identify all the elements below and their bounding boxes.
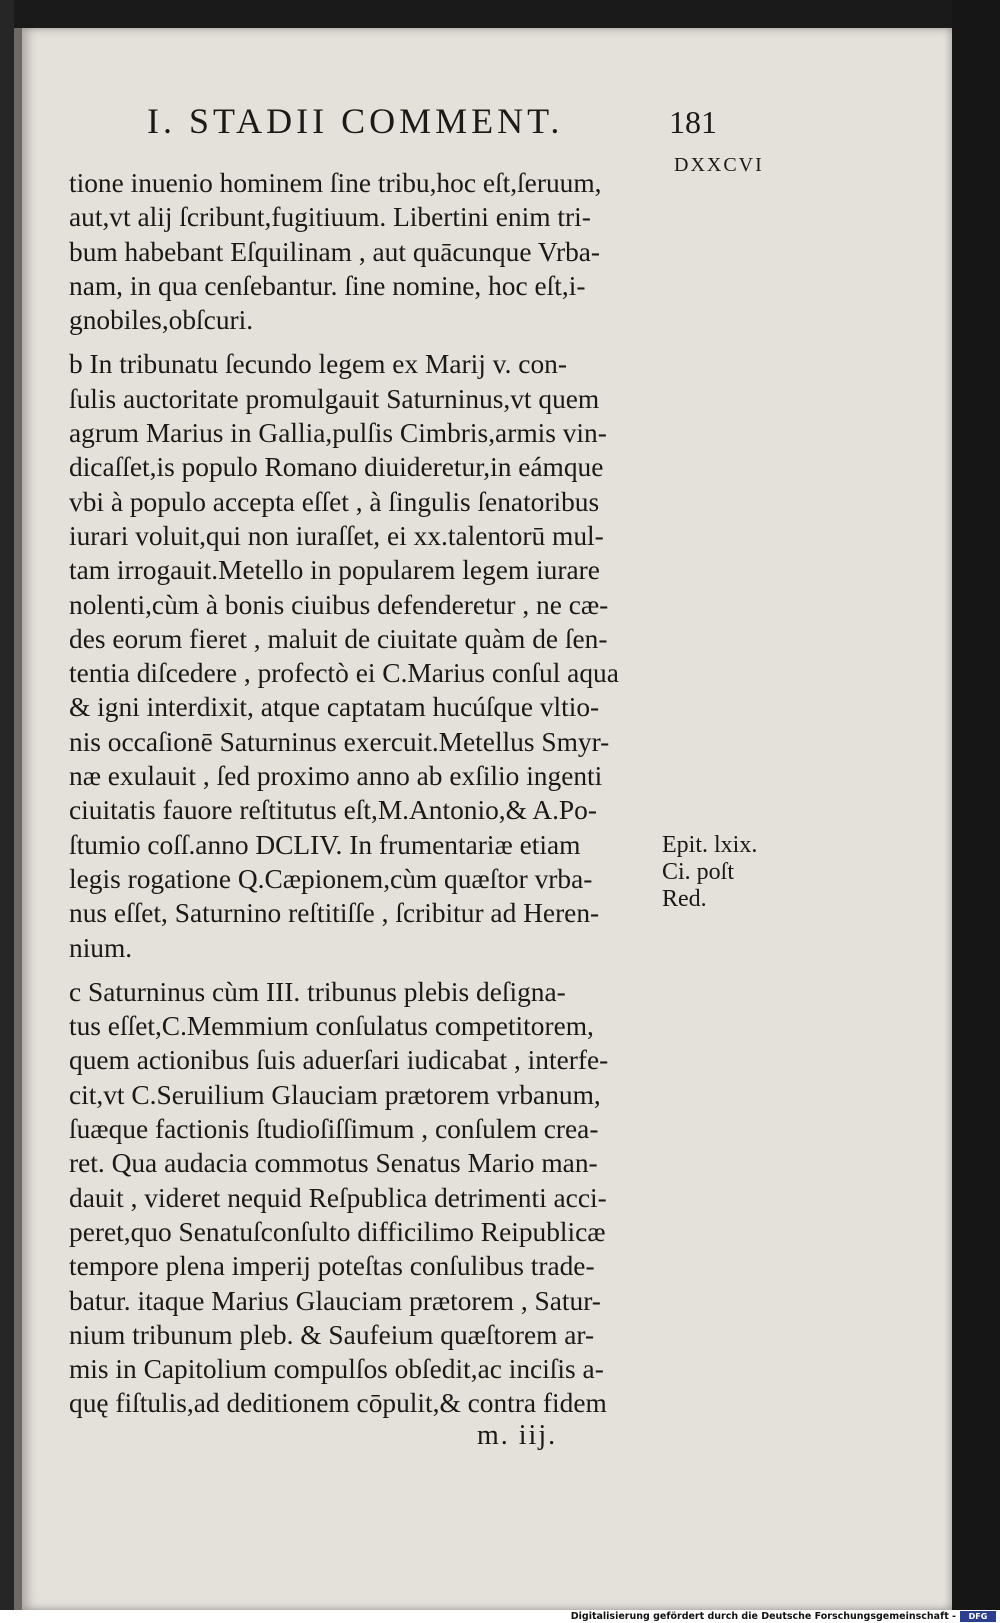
text-line: ſulis auctoritate promulgauit Saturninus,vt quem <box>69 383 600 414</box>
text-line: nolenti,cùm à bonis ciuibus defenderetur , ne cæ- <box>69 589 609 620</box>
text-line: ſtumio coſſ.anno DCLIV. In frumentariæ etiam <box>69 829 581 860</box>
text-line: tus eſſet,C.Memmium conſulatus competitorem, <box>69 1011 594 1042</box>
text-line: peret,quo Senatuſconſulto difficilimo Reipublicæ <box>69 1216 606 1247</box>
text-line: mis in Capitolium compulſos obſedit,ac inciſis a- <box>69 1354 604 1385</box>
text-line: batur. itaque Marius Glauciam prætorem , Satur- <box>69 1285 601 1316</box>
digitization-footer <box>0 1610 1000 1623</box>
page-number: 181 <box>669 104 717 140</box>
text-line: ret. Qua audacia commotus Senatus Mario man- <box>69 1148 598 1179</box>
paragraph-gap <box>69 337 709 347</box>
text-line: tione inuenio hominem ſine tribu,hoc eſt,ſeruum, <box>69 168 602 198</box>
text-line: bum habebant Eſquilinam , aut quācunque Vrba- <box>69 236 601 267</box>
text-line: b In tribunatu ſecundo legem ex Marij v. con- <box>69 349 567 380</box>
text-line: quem actionibus ſuis aduerſari iudicabat , interfe- <box>69 1045 609 1076</box>
text-line: tentia diſcedere , profectò ei C.Marius conſul aqua <box>69 658 619 689</box>
catchword-signature: m. iij. <box>477 1420 558 1451</box>
running-head: I. STADII COMMENT. <box>147 101 564 141</box>
text-line: & igni interdixit, atque captatam hucúſque vltio- <box>69 692 600 723</box>
text-line: dauit , videret nequid Reſpublica detrimenti acci- <box>69 1182 607 1213</box>
dfg-logo: DFG <box>960 1611 996 1622</box>
text-line: nus eſſet, Saturnino reſtitiſſe , ſcribitur ad Heren- <box>69 898 600 929</box>
text-line: quę fiſtulis,ad deditionem cōpulit,& contra fidem <box>69 1388 607 1419</box>
text-line: des eorum fieret , maluit de ciuitate quàm de ſen- <box>69 623 608 654</box>
text-line: ciuitatis fauore reſtitutus eſt,M.Antonio,& A.Po- <box>69 795 597 826</box>
text-line: iurari voluit,qui non iuraſſet, ei xx.talentorū mul- <box>69 520 604 551</box>
text-line: cit,vt C.Seruilium Glauciam prætorem vrbanum, <box>69 1079 601 1110</box>
margin-note-reference <box>662 832 757 913</box>
text-line: nis occaſionē Saturninus exercuit.Metellus Smyr- <box>69 726 610 757</box>
text-line: agrum Marius in Gallia,pulſis Cimbris,armis vin- <box>69 418 607 449</box>
scan-top-border <box>0 0 1000 28</box>
main-text-block <box>69 166 709 1421</box>
scan-right-border <box>952 0 1000 1610</box>
margin-note-year: DXXCVI <box>674 154 764 176</box>
text-line: nium. <box>69 932 133 963</box>
text-line: tam irrogauit.Metello in popularem legem iurare <box>69 555 600 586</box>
page-header <box>147 100 717 150</box>
text-line: vbi à populo accepta eſſet , à ſingulis ſenatoribus <box>69 486 600 517</box>
text-line: tempore plena imperij poteſtas conſulibus trade- <box>69 1251 595 1282</box>
text-line: c Saturninus cùm III. tribunus plebis deſigna- <box>69 976 566 1007</box>
book-page <box>22 28 952 1610</box>
text-line: dicaſſet,is populo Romano diuideretur,in eámque <box>69 452 604 483</box>
footer-credit: Digitalisierung gefördert durch die Deutsche Forschungsgemeinschaft - <box>570 1611 956 1622</box>
paragraph-gap <box>69 965 709 975</box>
text-line: legis rogatione Q.Cæpionem,cùm quæſtor vrba- <box>69 863 593 894</box>
scan-left-border <box>0 0 14 1610</box>
text-line: næ exulauit , ſed proximo anno ab exſilio ingenti <box>69 761 603 792</box>
text-line: aut,vt alij ſcribunt,fugitiuum. Libertini enim tri- <box>69 202 591 233</box>
book-gutter <box>14 28 22 1610</box>
text-line: ſuæque factionis ſtudioſiſſimum , conſulem crea- <box>69 1114 599 1145</box>
margin-note-line: Ci. poſt <box>662 859 735 885</box>
text-line: nium tribunum pleb. & Saufeium quæſtorem ar- <box>69 1319 595 1350</box>
text-line: gnobiles,obſcuri. <box>69 305 254 336</box>
margin-note-line: Epit. lxix. <box>662 832 758 858</box>
margin-note-line: Red. <box>662 886 707 912</box>
text-line: nam, in qua cenſebantur. ſine nomine, hoc eſt,i- <box>69 270 586 301</box>
